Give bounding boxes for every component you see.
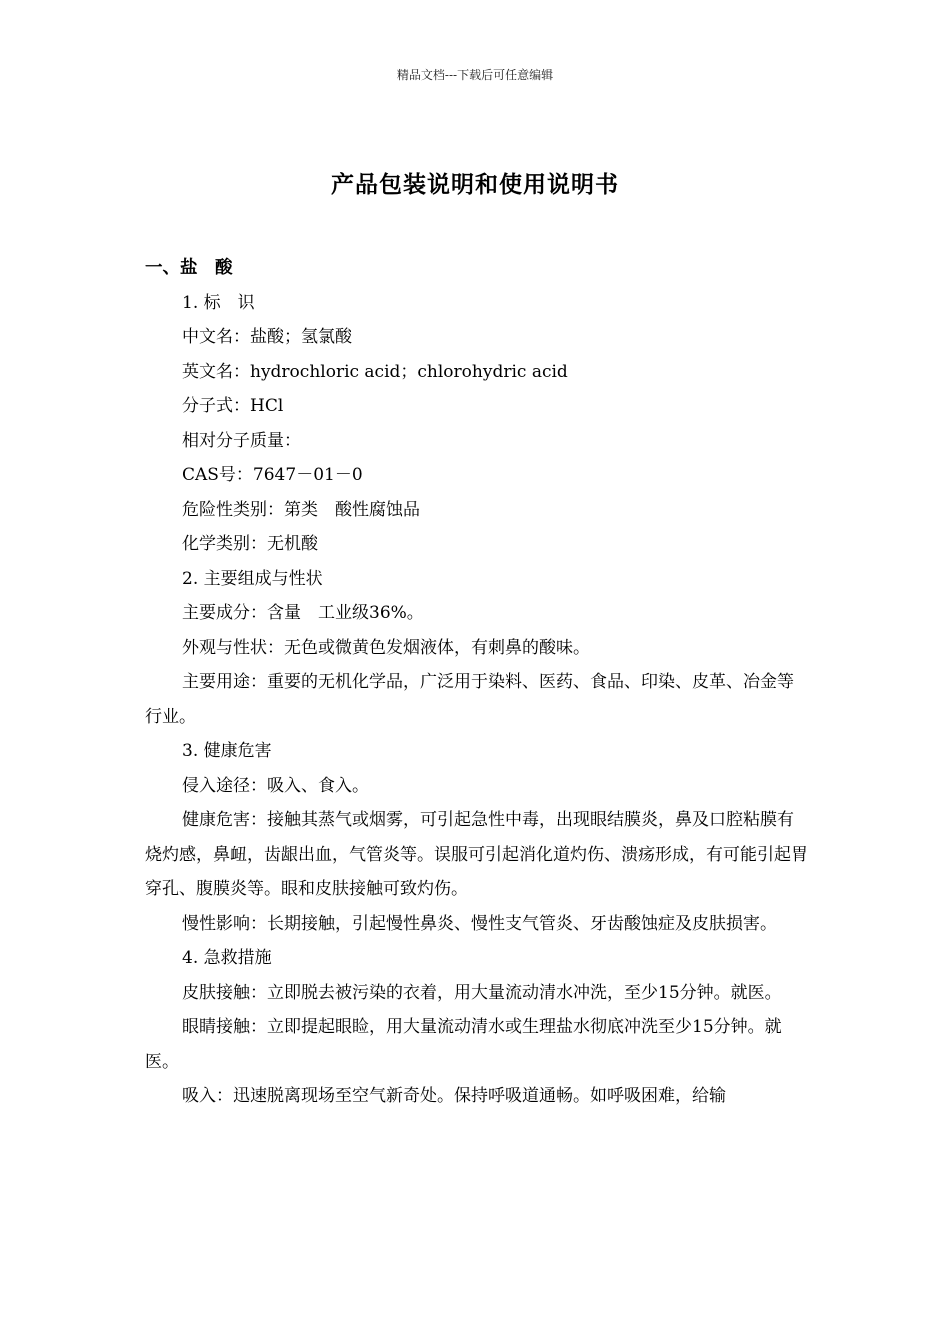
subsection-heading: 3. 健康危害 [182,741,272,761]
text-line: 外观与性状：无色或微黄色发烟液体，有刺鼻的酸味。 [182,637,590,658]
paragraph: 主要用途：重要的无机化学品，广泛用于染料、医药、食品、印染、皮革、冶金等行业。 [145,672,794,727]
subsection-heading: 2. 主要组成与性状 [182,568,323,589]
text-line: 英文名：hydrochloric acid；chlorohydric acid [182,361,568,382]
subsection-heading: 4. 急救措施 [182,948,272,968]
text-line: 中文名：盐酸；氢氯酸 [182,327,352,347]
paragraph: 慢性影响：长期接触，引起慢性鼻炎、慢性支气管炎、牙齿酸蚀症及皮肤损害。 [182,913,777,934]
text-line: 化学类别：无机酸 [182,534,318,554]
document-body [145,251,810,1114]
section-heading: 一、盐 酸 [145,258,233,278]
paragraph: 健康危害：接触其蒸气或烟雾，可引起急性中毒，出现眼结膜炎，鼻及口腔粘膜有烧灼感，鼻衄，齿龈出血，气管炎等。误服可引起消化道灼伤、溃疡形成，有可能引起胃穿孔、腹膜炎等。眼和皮肤接触可致灼伤。 [145,810,808,899]
paragraph: 皮肤接触：立即脱去被污染的衣着，用大量流动清水冲洗，至少15分钟。就医。 [182,982,782,1003]
text-line: 主要成分：含量 工业级36%。 [182,603,424,623]
text-line: 相对分子质量： [182,430,301,451]
text-line: 危险性类别：第类 酸性腐蚀品 [182,499,420,520]
paragraph: 吸入：迅速脱离现场至空气新奇处。保持呼吸道通畅。如呼吸困难，给输 [182,1086,726,1106]
text-line: CAS号：7647－01－0 [182,465,363,485]
text-line: 侵入途径：吸入、食入。 [182,775,369,796]
text-line: 分子式：HCl [182,396,284,416]
document-title: 产品包装说明和使用说明书 [331,171,619,198]
paragraph: 眼睛接触：立即提起眼睑，用大量流动清水或生理盐水彻底冲洗至少15分钟。就医。 [145,1017,782,1072]
page-header: 精品文档---下载后可任意编辑 [396,68,554,82]
text-line: 1. 标 识 [182,292,255,313]
